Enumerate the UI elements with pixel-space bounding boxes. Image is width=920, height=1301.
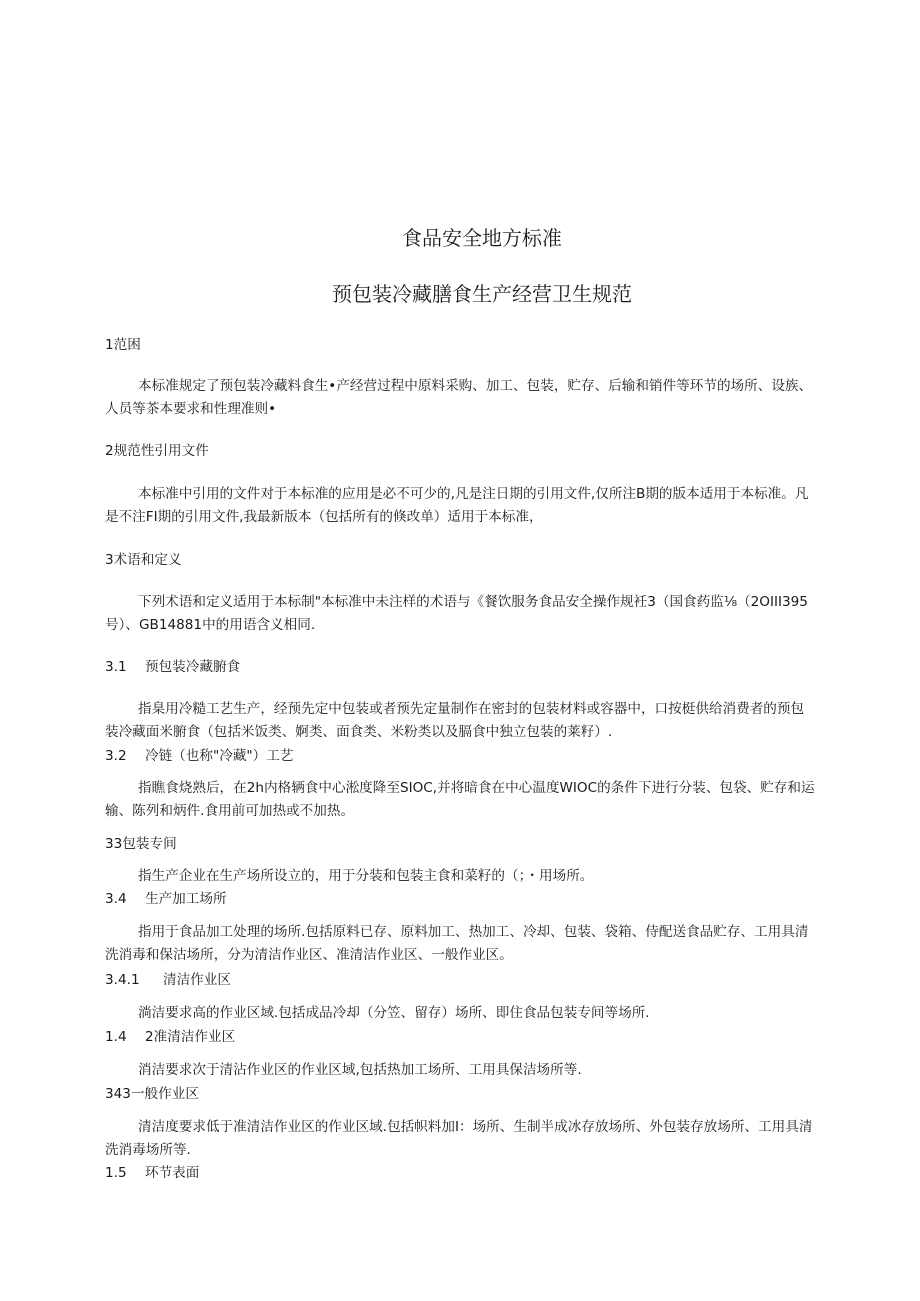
clause-3-4-3-line-2: 洗消毒场所等. xyxy=(105,1142,191,1158)
clause-3-1-line-1: 指臬用冷糙工艺生产，经预先定中包装或者预先定量制作在密封的包装材料或容器中，口按梃供给消费者的预包 xyxy=(138,701,805,717)
clause-number: 3.4.1 xyxy=(105,972,140,988)
clause-number: 1.4 xyxy=(105,1029,127,1045)
clause-title: 环节表面 xyxy=(145,1165,200,1181)
section-3-heading: 3术语和定义 xyxy=(105,552,182,568)
section-3-para-line-2: 号）、GB14881中的用语含义相同. xyxy=(105,617,316,633)
section-1-para-line-1: 本标准规定了预包装冷藏料食生•产经营过程中原料采购、加工、包装，贮存、后输和销件等环节的场所、设族、 xyxy=(138,378,813,394)
clause-title: 冷链（也称"冷藏"）工艺 xyxy=(145,748,294,764)
clause-3-3-line-1: 指生产企业在生产场所设立的，用于分装和包装主食和菜籽的（；・用场所。 xyxy=(138,868,594,884)
section-2-heading: 2规范性引用文件 xyxy=(105,443,209,459)
section-2-para-line-2: 是不注FI期的引用文件,我最新版本（包括所有的倏改单）适用于本标准， xyxy=(105,509,543,525)
clause-3-4-1-line-1: 淌洁要求高的作业区域.包括成品冷却（分笠、留存）场所、即住食品包装专间等场所. xyxy=(138,1005,650,1021)
clause-number: 3.2 xyxy=(105,748,127,764)
clause-3-1-line-2: 装冷藏面米腑食（包括米饭类、婀类、面食类、米粉类以及膈食中独立包装的莱籽）. xyxy=(105,724,613,740)
clause-3-4-1-heading xyxy=(105,971,231,989)
clause-title: 预包装冷藏腑食 xyxy=(145,659,241,675)
clause-3-4-heading xyxy=(105,890,227,908)
clause-title: 2准清洁作业区 xyxy=(145,1029,236,1045)
clause-number: 3.4 xyxy=(105,891,127,907)
clause-3-4-3-heading: 343一般作业区 xyxy=(105,1086,199,1102)
clause-title: 生产加工场所 xyxy=(145,891,227,907)
clause-number: 3.1 xyxy=(105,659,127,675)
section-1-para-line-2: 人员等茶本要求和性理准则• xyxy=(105,401,277,417)
clause-3-3-heading: 33包装专间 xyxy=(105,836,177,852)
section-1-heading: 1范困 xyxy=(105,337,141,353)
clause-3-4-line-1: 指用于食品加工处理的场所.包括原料已存、原料加工、热加工、冷却、包装、袋箱、侍配送食品贮存、工用具清 xyxy=(138,924,809,940)
clause-1-5-heading xyxy=(105,1164,199,1182)
clause-3-2-line-1: 指瞧食烧熟后，在2h内格辆食中心淞度降至SIOC,并将暗食在中心温度WIOC的条件下进行分装、包袋、贮存和运 xyxy=(138,780,815,796)
document-title: 食品安全地方标准 xyxy=(402,226,562,250)
clause-3-1-heading xyxy=(105,658,240,676)
clause-1-4-line-1: 消洁要求次于清沾作业区的作业区域,包括热加工场所、工用具保洁场所等. xyxy=(138,1062,582,1078)
section-3-para-line-1: 下列术语和定义适用于本标制"本标准中未注样的术语与《餐饮服务食品安全操作规衽3（国食药监⅛（2OIII395 xyxy=(138,594,808,610)
document-subtitle: 预包装冷藏膳食生产经营卫生规范 xyxy=(332,282,632,306)
clause-title: 清洁作业区 xyxy=(163,972,231,988)
clause-3-2-heading xyxy=(105,747,293,765)
section-2-para-line-1: 本标准中引用的文件对于本标准的应用是必不可少的,凡是注日期的引用文件,仅所注B期的版本适用于本标准。凡 xyxy=(138,486,809,502)
clause-number: 1.5 xyxy=(105,1165,127,1181)
clause-3-4-line-2: 洗消毒和保沽场所，分为清洁作业区、准清洁作业区、一般作业区。 xyxy=(105,947,513,963)
clause-3-4-3-line-1: 清洁度要求低于准清洁作业区的作业区域.包括帜料加I：场所、生制半成冰存放场所、外包装存放场所、工用具清 xyxy=(138,1119,813,1135)
clause-3-2-line-2: 输、陈列和炳件.食用前可加热或不加热。 xyxy=(105,803,355,819)
clause-1-4-heading xyxy=(105,1028,235,1046)
